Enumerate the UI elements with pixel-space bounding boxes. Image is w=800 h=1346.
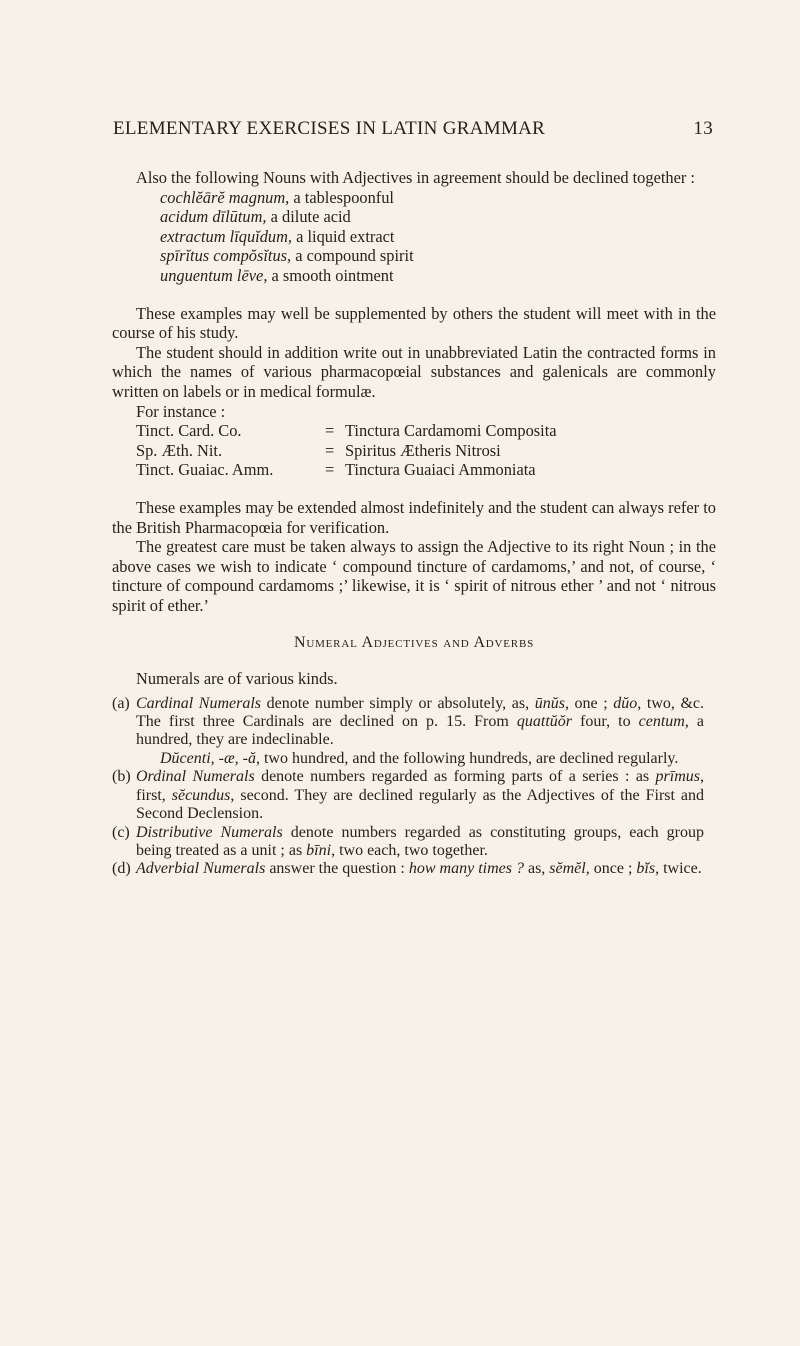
page-body [112, 168, 716, 879]
numerals-intro: Numerals are of various kinds. [136, 669, 338, 689]
abbreviation-row: Tinct. Card. Co. = Tinctura Cardamomi Composita [136, 421, 557, 441]
running-header [113, 118, 713, 140]
student-paragraph: The student should in addition write out in unabbreviated Latin the contracted forms in which the names of various pharmacopœial substances and galenicals are commonly written on labels or in medical formulæ. [112, 342, 716, 401]
example-line: acidum dīlūtum, a dilute acid [160, 207, 351, 227]
intro-paragraph: Also the following Nouns with Adjectives in agreement should be declined together : [136, 168, 695, 187]
numeral-item-c: (c) Distributive Numerals denote numbers regarded as constituting groups, each group being treated as a unit ; as bīni, two each, two together. [112, 823, 705, 859]
example-line: extractum līquĭdum, a liquid extract [160, 226, 395, 246]
example-line: cochlĕārĕ magnum, a tablespoonful [160, 187, 394, 207]
section-heading: Numeral Adjectives and Adverbs [293, 634, 535, 652]
numeral-item-a: (a) Cardinal Numerals denote number simply or absolutely, as, ūnŭs, one ; dŭo, two, &c. The first three Cardinals are declined on p. 15. From quattŭŏr four, to centum, a hundred, they are indeclinable. Dŭcenti, -æ, -ă, two hundred, and the following hundreds, are declined regularly. [112, 694, 705, 767]
numeral-item-d: (d) Adverbial Numerals answer the question : how many times ? as, sĕmĕl, once ; bĭs, twice. [112, 860, 702, 878]
running-title: ELEMENTARY EXERCISES IN LATIN GRAMMAR [113, 118, 546, 139]
care-paragraph: The greatest care must be taken always to assign the Adjective to its right Noun ; in the above cases we wish to indicate ‘ compound tincture of cardamoms,’ and not, of course, ‘ tincture of compound cardamoms ;’ likewise, it is ‘ spirit of nitrous ether ’ and not ‘ nitrous spirit of ether.’ [112, 537, 716, 615]
extended-paragraph: These examples may be extended almost indefinitely and the student can always refer to the British Pharmacopœia for verification. [112, 497, 716, 537]
example-line: spīrĭtus compŏsĭtus, a compound spirit [160, 246, 414, 266]
example-line: unguentum lēve, a smooth ointment [160, 265, 394, 285]
numeral-item-b: (b) Ordinal Numerals denote numbers regarded as forming parts of a series : as prīmus, first, sĕcundus, second. They are declined regularly as the Adjectives of the First and Second Declension. [112, 768, 704, 823]
abbreviation-row: Sp. Æth. Nit. = Spiritus Ætheris Nitrosi [136, 440, 501, 460]
abbreviation-table [136, 421, 557, 480]
supplement-paragraph: These examples may well be supplemented by others the student will meet with in the course of his study. [112, 303, 716, 343]
page-number: 13 [693, 118, 713, 139]
abbreviation-row: Tinct. Guaiac. Amm. = Tinctura Guaiaci Ammoniata [136, 460, 536, 480]
for-instance-line: For instance : [136, 401, 226, 421]
examples-list [112, 188, 716, 286]
